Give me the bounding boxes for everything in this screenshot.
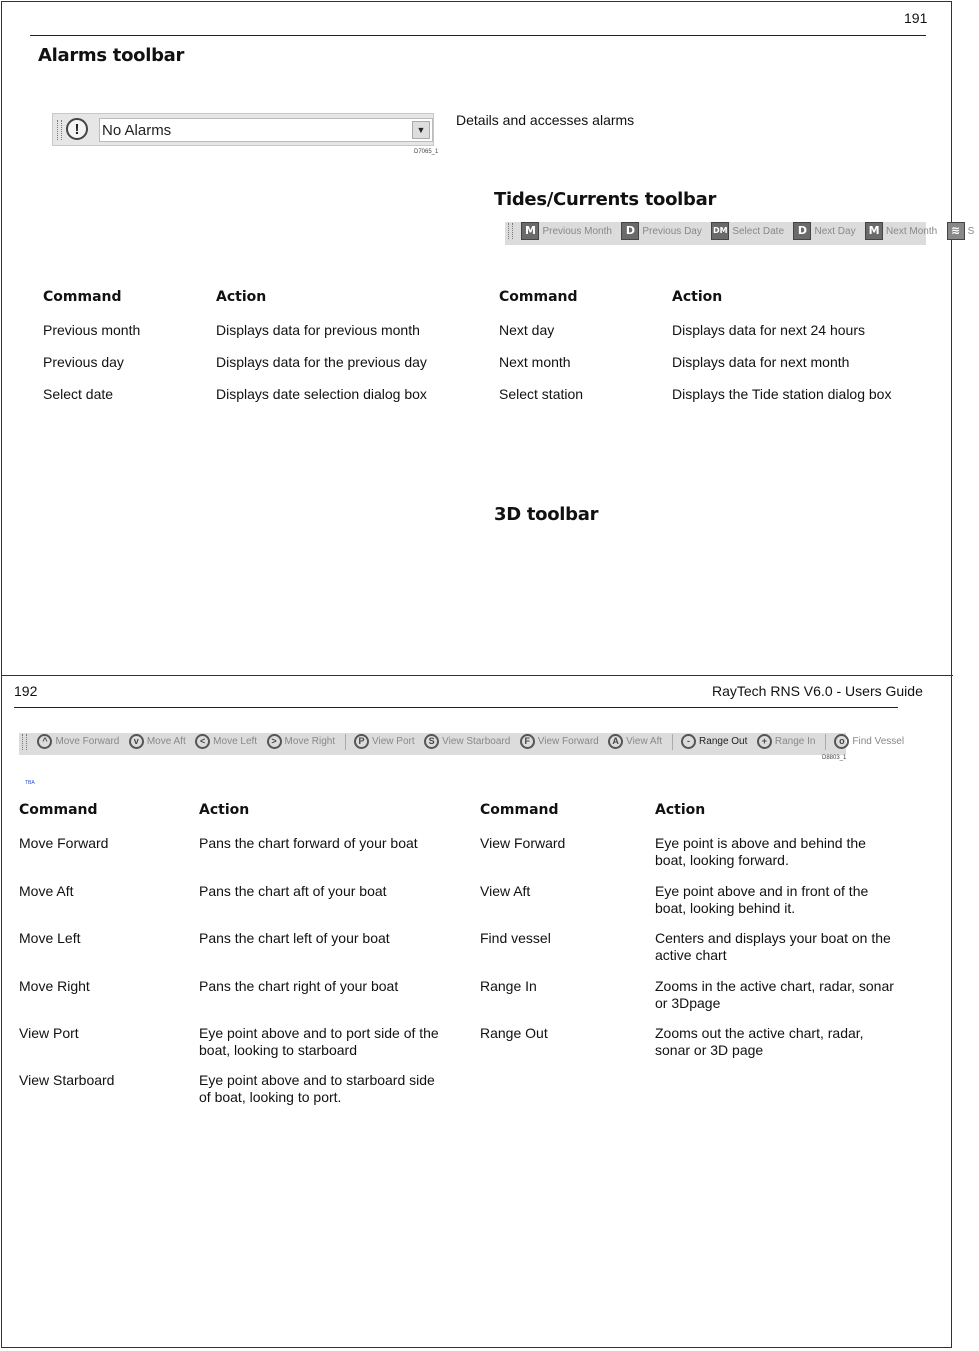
toolbar-label: Next Month xyxy=(886,225,938,237)
toolbar-grip[interactable] xyxy=(57,120,62,140)
table-cell-action: Centers and displays your boat on the active chart xyxy=(655,930,891,963)
toolbar-label: Find Vessel xyxy=(852,736,905,748)
toolbar-button-move-left[interactable] xyxy=(193,733,260,750)
table-cell-action: Zooms in the active chart, radar, sonar or 3Dpage xyxy=(655,978,894,1011)
toolbar-button-previous-day[interactable] xyxy=(621,222,706,239)
toolbar-label: View Aft xyxy=(626,736,663,748)
table-cell-action: Displays the Tide station dialog box xyxy=(672,386,892,402)
table-header-action: Action xyxy=(216,289,267,305)
toolbar-label: Move Left xyxy=(213,736,258,748)
table-cell-action: Eye point above and to starboard side of boat, looking to port. xyxy=(199,1072,435,1105)
table-cell-action: Pans the chart forward of your boat xyxy=(199,835,418,851)
toolbar-button-next-day[interactable] xyxy=(793,222,860,239)
toolbar-label: Previous Month xyxy=(542,225,612,237)
toolbar-button-move-forward[interactable] xyxy=(35,733,122,750)
table-cell-command: Move Forward xyxy=(19,835,109,851)
table-cell-action: Zooms out the active chart, radar, sonar or 3D page xyxy=(655,1025,864,1058)
table-cell-command: Next month xyxy=(499,354,571,370)
table-cell-action: Displays data for next month xyxy=(672,354,850,370)
toolbar-separator xyxy=(345,734,346,750)
alarms-dropdown[interactable] xyxy=(99,118,433,142)
table-cell-action: Displays data for previous month xyxy=(216,322,420,338)
table-cell-command: Select station xyxy=(499,386,584,402)
find-vessel-icon: o xyxy=(834,734,849,749)
toolbar-label: Select Date xyxy=(732,225,785,237)
toolbar-label: Next Day xyxy=(814,225,856,237)
table-cell-command: View Forward xyxy=(480,835,566,851)
page-number-top: 191 xyxy=(904,10,928,26)
toolbar-button-select-station[interactable] xyxy=(947,222,979,239)
table-cell-command: View Port xyxy=(19,1025,79,1041)
day-icon: D xyxy=(621,222,639,240)
view-forward-icon: F xyxy=(520,734,535,749)
table-cell-action: Displays data for the previous day xyxy=(216,354,427,370)
toolbar-button-next-month[interactable] xyxy=(865,222,942,239)
toolbar-separator xyxy=(825,734,826,750)
table-cell-action: Displays data for next 24 hours xyxy=(672,322,865,338)
toolbar-separator xyxy=(672,734,673,750)
tba-note: TBA xyxy=(25,780,35,786)
toolbar-label: Range In xyxy=(774,736,816,748)
table-cell-action: Pans the chart right of your boat xyxy=(199,978,399,994)
table-cell-command: Range In xyxy=(480,978,537,994)
station-icon: ≋ xyxy=(947,222,965,240)
toolbar-button-move-aft[interactable] xyxy=(127,733,189,750)
view-port-icon: P xyxy=(354,734,369,749)
move-aft-icon: v xyxy=(129,734,144,749)
move-forward-icon: ^ xyxy=(37,734,52,749)
toolbar-label: S xyxy=(967,225,975,237)
table-cell-action: Eye point above and to port side of the boat, looking to starboard xyxy=(199,1025,439,1058)
day-icon: D xyxy=(793,222,811,240)
table-header-command: Command xyxy=(19,802,98,818)
toolbar-label: Move Right xyxy=(284,736,336,748)
table-cell-command: View Aft xyxy=(480,883,531,899)
toolbar-button-find-vessel[interactable] xyxy=(832,733,907,750)
table-header-command: Command xyxy=(43,289,122,305)
table-cell-command: Next day xyxy=(499,322,555,338)
month-icon: M xyxy=(521,222,539,240)
toolbar-button-range-in[interactable] xyxy=(755,733,819,750)
alarms-heading: Alarms toolbar xyxy=(38,45,185,66)
toolbar-grip[interactable] xyxy=(22,734,27,750)
table-cell-command: Move Aft xyxy=(19,883,74,899)
three-d-heading: 3D toolbar xyxy=(494,504,599,525)
toolbar-label: Previous Day xyxy=(642,225,702,237)
tides-toolbar xyxy=(505,222,975,245)
table-cell-action: Eye point is above and behind the boat, looking forward. xyxy=(655,835,866,868)
table-cell-action: Eye point above and in front of the boat, looking behind it. xyxy=(655,883,869,916)
three-d-toolbar xyxy=(19,733,905,755)
tides-heading: Tides/Currents toolbar xyxy=(494,189,717,210)
toolbar-label: Move Aft xyxy=(146,736,186,748)
toolbar-button-select-date[interactable] xyxy=(711,222,789,239)
chevron-down-icon[interactable]: ▼ xyxy=(412,121,430,139)
running-title: RayTech RNS V6.0 - Users Guide xyxy=(712,683,923,699)
table-header-command: Command xyxy=(499,289,578,305)
toolbar-button-move-right[interactable] xyxy=(265,733,339,750)
range-out-icon: - xyxy=(681,734,696,749)
move-right-icon: > xyxy=(267,734,282,749)
table-header-action: Action xyxy=(672,289,723,305)
toolbar-button-range-out[interactable] xyxy=(679,733,750,750)
alarms-toolbar xyxy=(52,113,434,146)
table-header-action: Action xyxy=(655,802,706,818)
range-in-icon: + xyxy=(757,734,772,749)
toolbar-label: View Port xyxy=(372,736,415,748)
toolbar-button-view-aft[interactable] xyxy=(606,733,665,750)
toolbar-button-view-starboard[interactable] xyxy=(422,733,513,750)
date-icon: DM xyxy=(711,222,729,240)
figure-code: D7065_1 xyxy=(414,149,439,155)
toolbar-label: View Starboard xyxy=(442,736,511,748)
header-rule-top xyxy=(30,35,926,36)
page-number-bottom: 192 xyxy=(14,683,38,699)
table-cell-command: Range Out xyxy=(480,1025,548,1041)
table-cell-command: Select date xyxy=(43,386,114,402)
table-cell-action: Pans the chart left of your boat xyxy=(199,930,390,946)
toolbar-label: Move Forward xyxy=(55,736,120,748)
toolbar-label: Range Out xyxy=(699,736,748,748)
figure-code: D8803_1 xyxy=(822,755,847,761)
table-cell-command: Previous day xyxy=(43,354,124,370)
table-cell-action: Displays date selection dialog box xyxy=(216,386,427,402)
table-cell-command: Move Left xyxy=(19,930,81,946)
page-divider xyxy=(1,675,953,676)
toolbar-button-view-forward[interactable] xyxy=(518,733,602,750)
view-starboard-icon: S xyxy=(424,734,439,749)
table-cell-action: Pans the chart aft of your boat xyxy=(199,883,387,899)
table-cell-command: View Starboard xyxy=(19,1072,115,1088)
table-header-command: Command xyxy=(480,802,559,818)
alarms-dropdown-value: No Alarms xyxy=(102,122,172,139)
table-cell-command: Find vessel xyxy=(480,930,551,946)
table-header-action: Action xyxy=(199,802,250,818)
alarm-icon[interactable]: ! xyxy=(66,118,88,140)
header-rule-bottom xyxy=(14,707,898,708)
table-cell-command: Move Right xyxy=(19,978,90,994)
alarms-description: Details and accesses alarms xyxy=(456,112,635,128)
month-icon: M xyxy=(865,222,883,240)
table-cell-command: Previous month xyxy=(43,322,141,338)
move-left-icon: < xyxy=(195,734,210,749)
toolbar-button-view-port[interactable] xyxy=(352,733,418,750)
toolbar-grip[interactable] xyxy=(508,223,513,239)
toolbar-label: View Forward xyxy=(537,736,599,748)
view-aft-icon: A xyxy=(608,734,623,749)
toolbar-button-previous-month[interactable] xyxy=(521,222,616,239)
